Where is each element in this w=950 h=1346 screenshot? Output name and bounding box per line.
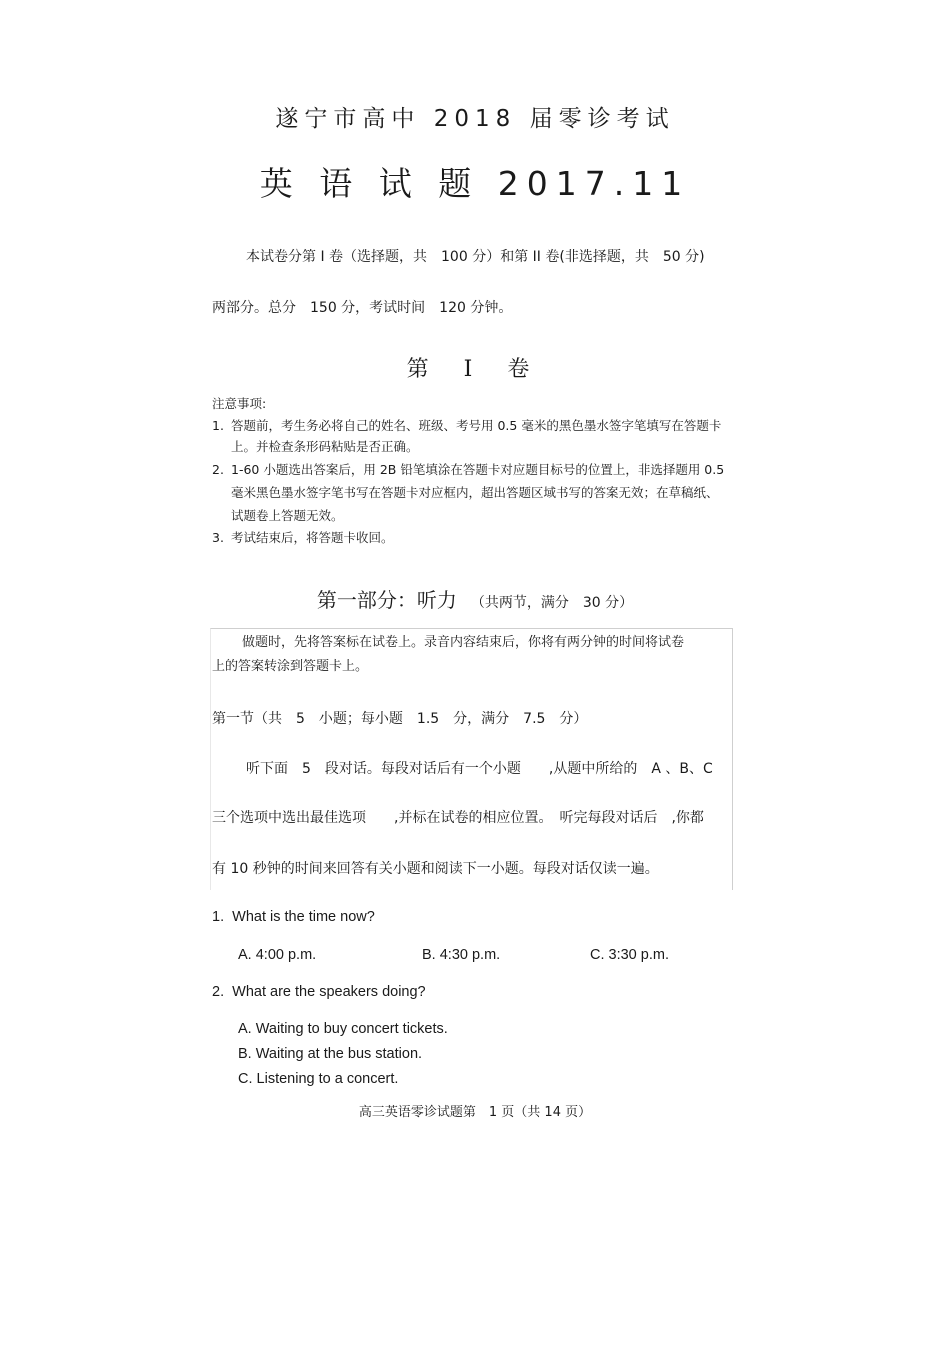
question-2-option-c: C. Listening to a concert. [238,1071,399,1087]
question-2-option-a: A. Waiting to buy concert tickets. [238,1021,448,1037]
intro-line-2: 两部分。总分 150 分，考试时间 120 分钟。 [212,300,513,316]
part1-title-row [0,584,950,613]
note-number: 3. [212,530,224,545]
question-2-option-b: B. Waiting at the bus station. [238,1046,423,1062]
note-item-2 [212,460,737,526]
note-line: 考试结束后，将答题卡收回。 [231,530,394,545]
page-footer: 高三英语零诊试题第 1 页（共 14 页） [358,1105,592,1120]
note-line: 答题前，考生务必将自己的姓名、班级、考号用 0.5 毫米的黑色墨水签字笔填写在答题卡 [231,418,722,433]
instruction-line: 做题时，先将答案标在试卷上。录音内容结束后，你将有两分钟的时间将试卷 [242,635,685,650]
question-number: 2. [212,984,225,1000]
section1-title: 第一节（共 5 小题；每小题 1.5 分，满分 7.5 分） [212,711,588,727]
question-1-option-c: C. 3:30 p.m. [590,947,669,963]
section1-line: 有 10 秒钟的时间来回答有关小题和阅读下一小题。每段对话仅读一遍。 [212,861,659,877]
question-number: 1. [212,909,225,925]
question-text: What is the time now? [232,909,375,925]
part1-score: （共两节，满分 30 分） [470,595,634,611]
question-1-option-b: B. 4:30 p.m. [422,947,501,963]
section1-line: 三个选项中选出最佳选项 ,并标在试卷的相应位置。 听完每段对话后 ,你都 [212,810,704,826]
exam-subject-title: 英 语 试 题 2017.11 [259,164,691,203]
note-item-3 [212,528,737,550]
part1-title: 第一部分：听力 [316,588,457,612]
question-1-option-a: A. 4:00 p.m. [238,947,317,963]
instruction-line: 上的答案转涂到答题卡上。 [212,659,369,674]
note-item-1 [212,416,737,460]
note-line: 毫米黑色墨水签字笔书写在答题卡对应框内，超出答题区域书写的答案无效；在草稿纸、 [231,485,719,500]
note-line: 试题卷上答题无效。 [231,508,344,523]
question-1 [212,909,375,925]
note-line: 1-60 小题选出答案后，用 2B 铅笔填涂在答题卡对应题目标号的位置上，非选择题用 0.5 [231,462,725,477]
question-text: What are the speakers doing? [232,984,426,1000]
question-2 [212,984,426,1000]
notes-heading: 注意事项: [212,396,267,411]
note-line: 上。并检查条形码粘贴是否正确。 [231,439,419,454]
note-number: 1. [212,418,224,433]
exam-school-title: 遂宁市高中 2018 届零诊考试 [275,106,675,132]
note-number: 2. [212,462,224,477]
intro-line-1: 本试卷分第 I 卷（选择题，共 100 分）和第 II 卷(非选择题，共 50 分) [246,249,705,265]
section1-line: 听下面 5 段对话。每段对话后有一个小题 ,从题中所给的 A 、B、C [246,761,713,777]
volume-title: 第 I 卷 [406,357,544,382]
